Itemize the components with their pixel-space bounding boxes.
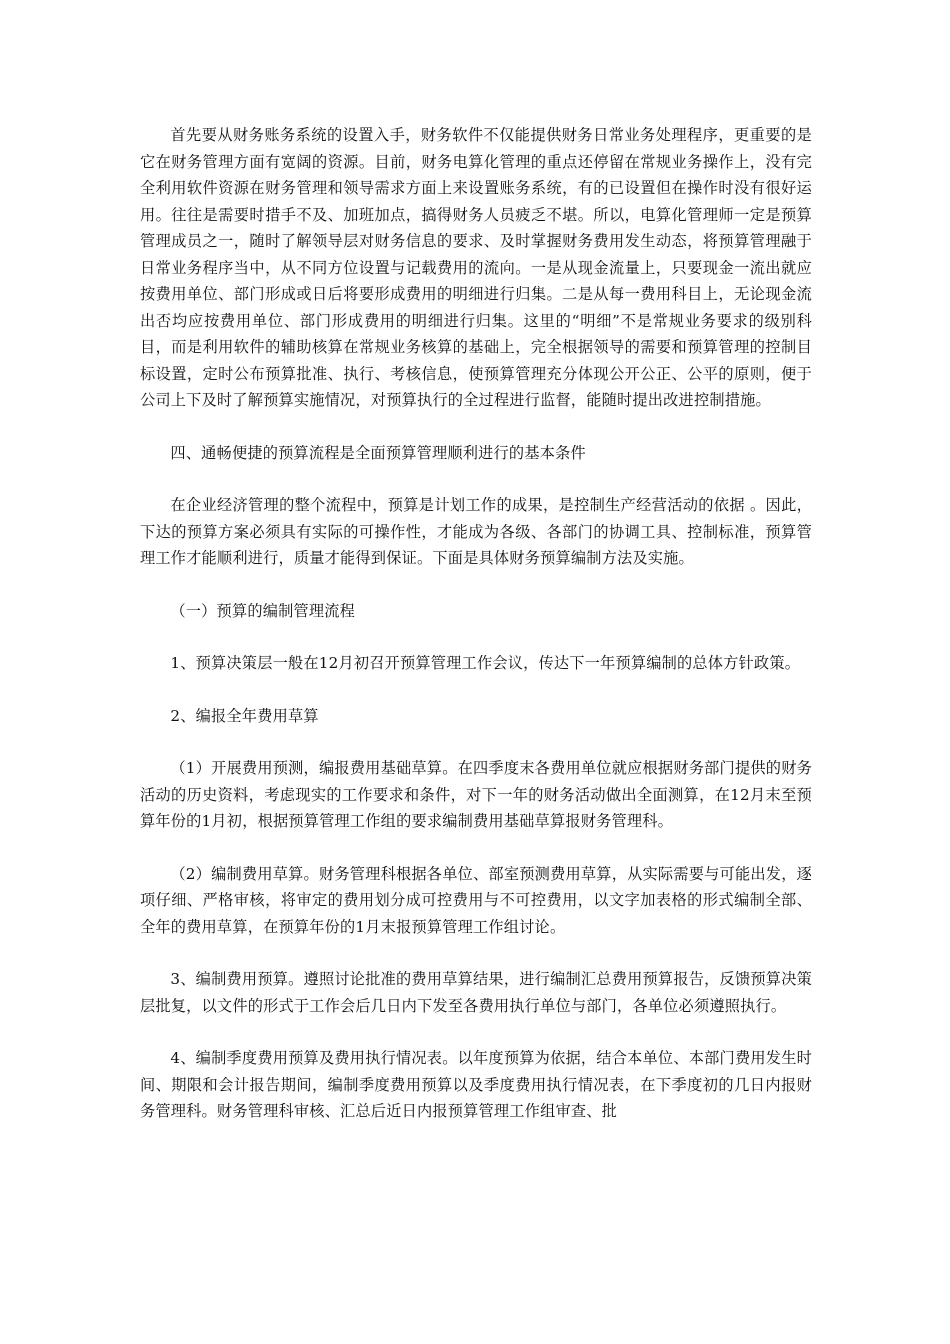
subsection-heading-1: （一）预算的编制管理流程 bbox=[170, 601, 356, 620]
section-heading-4: 四、通畅便捷的预算流程是全面预算管理顺利进行的基本条件 bbox=[170, 443, 586, 462]
document-page bbox=[140, 122, 812, 1125]
list-item-3: 3、编制费用预算。遵照讨论批准的费用草算结果，进行编制汇总费用预算报告，反馈预算决策层批复，以文件的形式于工作会后几日内下发至各费用执行单位与部门，各单位必须遵照执行。 bbox=[140, 970, 812, 1015]
list-item-1: 1、预算决策层一般在12月初召开预算管理工作会议，传达下一年预算编制的总体方针政策。 bbox=[170, 654, 801, 672]
list-item-2-1: （1）开展费用预测，编报费用基础草算。在四季度末各费用单位就应根据财务部门提供的财务活动的历史资料，考虑现实的工作要求和条件，对下一年的财务活动做出全面测算，在12月末至预算年份的1月初，根据预算管理工作组的要求编制费用基础草算报财务管理科。 bbox=[140, 759, 812, 830]
list-item-4: 4、编制季度费用预算及费用执行情况表。以年度预算为依据，结合本单位、本部门费用发生时间、期限和会计报告期间，编制季度费用预算以及季度费用执行情况表，在下季度初的几日内报财务管理科。财务管理科审核、汇总后近日内报预算管理工作组审查、批 bbox=[140, 1049, 812, 1120]
paragraph-budget-process-intro: 在企业经济管理的整个流程中，预算是计划工作的成果，是控制生产经营活动的依据 。因此，下达的预算方案必须具有实际的可操作性，才能成为各级、各部门的协调工具、控制标准，预算管理工作才能顺利进行，质量才能得到保证。下面是具体财务预算编制方法及实施。 bbox=[140, 496, 812, 567]
list-item-2-2: （2）编制费用草算。财务管理科根据各单位、部室预测费用草算，从实际需要与可能出发，逐项仔细、严格审核，将审定的费用划分成可控费用与不可控费用，以文字加表格的形式编制全部、全年的费用草算，在预算年份的1月末报预算管理工作组讨论。 bbox=[140, 864, 812, 936]
list-item-2: 2、编报全年费用草算 bbox=[170, 706, 319, 725]
paragraph-accounting-system: 首先要从财务账务系统的设置入手，财务软件不仅能提供财务日常业务处理程序，更重要的是它在财务管理方面有宽阔的资源。目前，财务电算化管理的重点还停留在常规业务操作上，没有完全利用软件资源在财务管理和领导需求方面上来设置账务系统，有的已设置但在操作时没有很好运用。往往是需要时措手不及、加班加点，搞得财务人员疲乏不堪。所以，电算化管理师一定是预算管理成员之一，随时了解领导层对财务信息的要求、及时掌握财务费用发生动态，将预算管理融于日常业务程序当中，从不同方位设置与记载费用的流向。一是从现金流量上，只要现金一流出就应按费用单位、部门形成或日后将要形成费用的明细进行归集。二是从每一费用科目上，无论现金流出否均应按费用单位、部门形成费用的明细进行归集。这里的“明细”不是常规业务要求的级别科目，而是利用软件的辅助核算在常规业务核算的基础上，完全根据领导的需要和预算管理的控制目标设置，定时公布预算批准、执行、考核信息，使预算管理充分体现公开公正、公平的原则，便于公司上下及时了解预算实施情况，对预算执行的全过程进行监督，能随时提出改进控制措施。 bbox=[140, 126, 812, 409]
